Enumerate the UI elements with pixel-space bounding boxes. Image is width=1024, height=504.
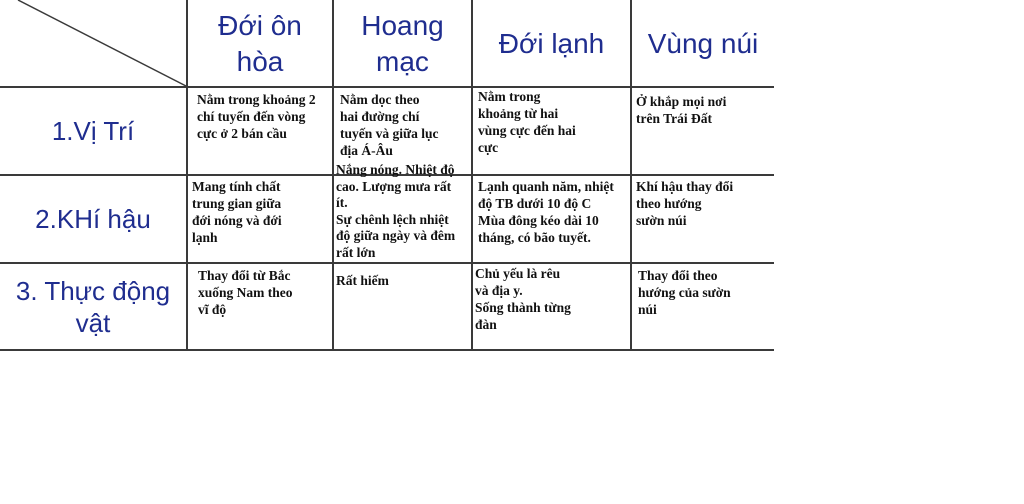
corner-diagonal <box>0 0 188 88</box>
row-label-climate: 2.KHí hậu <box>35 204 151 234</box>
cell-climate-desert: Nắng nóng. Nhiệt độ cao. Lượng mưa rất ít. Sự chênh lệch nhiệt độ giữa ngày và đêm rất lớn <box>336 162 456 260</box>
cell-fauna-cold-zone: Chủ yếu là rêu và địa y. Sống thành từng đàn <box>475 266 571 332</box>
cell-climate-temperate: Mang tính chất trung gian giữa đới nóng và đới lạnh <box>192 179 282 245</box>
column-header-desert: Hoang mạc <box>361 10 444 77</box>
cell-fauna-mountain: Thay đổi theo hướng của sườn núi <box>638 268 731 317</box>
column-header-mountain: Vùng núi <box>647 28 759 59</box>
cell-location-mountain: Ở khắp mọi nơi trên Trái Đất <box>636 94 727 126</box>
column-header-cold-zone: Đới lạnh <box>498 28 605 59</box>
cell-fauna-desert: Rất hiếm <box>336 273 389 288</box>
cell-climate-cold-zone: Lạnh quanh năm, nhiệt độ TB dưới 10 độ C Mùa đông kéo dài 10 tháng, có bão tuyết. <box>478 179 614 245</box>
cell-climate-mountain: Khí hậu thay đổi theo hướng sườn núi <box>636 179 734 228</box>
cell-fauna-temperate: Thay đổi từ Bắc xuống Nam theo vĩ độ <box>198 268 293 317</box>
table-rule-h4 <box>0 349 774 351</box>
cell-location-desert: Nằm dọc theo hai đường chí tuyến và giữa lục địa Á-Âu <box>340 92 439 158</box>
cell-location-cold-zone: Nằm trong khoảng từ hai vùng cực đến hai cực <box>478 89 576 155</box>
cell-location-temperate: Nằm trong khoảng 2 chí tuyến đến vòng cực ở 2 bán cầu <box>197 92 316 141</box>
row-label-location: 1.Vị Trí <box>51 116 135 146</box>
row-label-flora-fauna: 3. Thực động vật <box>15 275 171 338</box>
column-header-temperate: Đới ôn hòa <box>218 10 302 77</box>
